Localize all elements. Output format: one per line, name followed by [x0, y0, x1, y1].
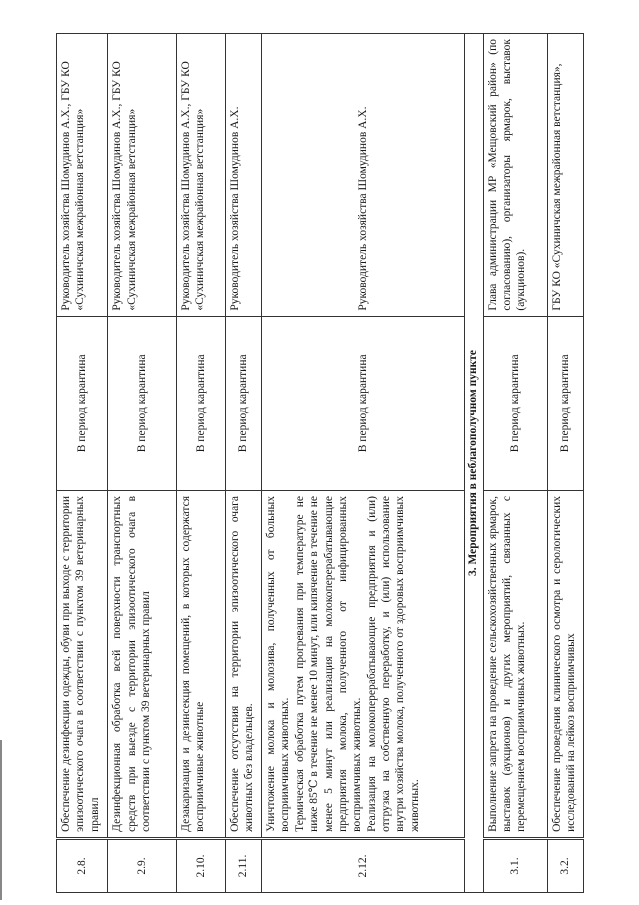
- responsible-cell: Руководитель хозяйства Шомудинов А.Х., ГБУ КО «Сухиничская межрайонная ветстанция»: [57, 34, 108, 317]
- responsible-cell: ГБУ КО «Сухиничская межрайонная ветстанция»,: [547, 34, 583, 317]
- responsible-cell: Руководитель хозяйства Шомудинов А.Х., ГБУ КО «Сухиничская межрайонная ветстанция»: [176, 34, 225, 317]
- period-cell: В период карантина: [226, 316, 262, 490]
- period-cell: В период карантина: [262, 316, 465, 490]
- table-row: [176, 34, 225, 893]
- measure-text: [262, 491, 465, 839]
- period-cell: В период карантина: [483, 316, 547, 490]
- table-row: [57, 34, 108, 893]
- table-row: [262, 34, 465, 893]
- section-title: 3. Мероприятия в неблагополучном пункте: [465, 34, 484, 893]
- table-row: [108, 34, 176, 893]
- responsible-cell: Руководитель хозяйства Шомудинов А.Х., ГБУ КО «Сухиничская межрайонная ветстанция»: [108, 34, 176, 317]
- rotated-table-sheet: [56, 33, 584, 893]
- responsible-cell: Руководитель хозяйства Шомудинов А.Х.: [226, 34, 262, 317]
- section-header-row: [465, 34, 484, 893]
- measure-text: Выполнение запрета на проведение сельскохозяйственных ярмарок, выставок (аукционов) и других мероприятий, связанных с перемещением восприимчивых животных.: [483, 491, 547, 839]
- period-cell: В период карантина: [108, 316, 176, 490]
- measure-text: Обеспечение проведения клинического осмотра и серологических исследований на лейкоз восприимчивых: [547, 491, 583, 839]
- measure-text: Обеспечение отсутствия на территории эпизоотического очага животных без владельцев.: [226, 491, 262, 839]
- measure-paragraph: Термическая обработка путем прогревания при температуре не ниже 85℃ в течение не менее 10 минут, или кипячение в течение не менее 5 минут или реализация на молокоперерабатывающие предприятия молока, полученного от инфицированных восприимчивых животных.: [293, 496, 364, 832]
- measure-text: Дезинфекционная обработка всей поверхности транспортных средств при выезде с территории эпизоотического очага в соответствии с пунктом 39 ветеринарных правил: [108, 491, 176, 839]
- row-number: 3.1.: [483, 838, 547, 892]
- row-number: 2.11.: [226, 838, 262, 892]
- table-row: [226, 34, 262, 893]
- scan-edge-mark: [0, 740, 2, 900]
- table-row: [547, 34, 583, 893]
- measure-text: Дезакаризация и дезинсекция помещений, в которых содержатся восприимчивые животные: [176, 491, 225, 839]
- row-number: 2.8.: [57, 838, 108, 892]
- measures-table: [56, 33, 584, 893]
- period-cell: В период карантина: [176, 316, 225, 490]
- responsible-cell: Руководитель хозяйства Шомудинов А.Х.: [262, 34, 465, 317]
- period-cell: В период карантина: [57, 316, 108, 490]
- row-number: 2.12.: [262, 838, 465, 892]
- measure-paragraph: Уничтожение молока и молозива, полученных от больных восприимчивых животных.: [265, 496, 292, 832]
- row-number: 3.2.: [547, 838, 583, 892]
- responsible-cell: Глава администрации МР «Мещовский район» (по согласованию), организаторы ярмарок, выставок (аукционов).: [483, 34, 547, 317]
- table-row: [483, 34, 547, 893]
- period-cell: В период карантина: [547, 316, 583, 490]
- measure-text: Обеспечение дезинфекции одежды, обуви при выходе с территории эпизоотического очага в соответствии с пунктом 39 ветеринарных правил: [57, 491, 108, 839]
- measure-paragraph: Реализация на молокоперерабатывающие предприятия и (или) отгрузка на собственную переработку, и (или) использование внутри хозяйства молока, полученного от здоровых восприимчивых животных.: [365, 496, 421, 832]
- row-number: 2.10.: [176, 838, 225, 892]
- row-number: 2.9.: [108, 838, 176, 892]
